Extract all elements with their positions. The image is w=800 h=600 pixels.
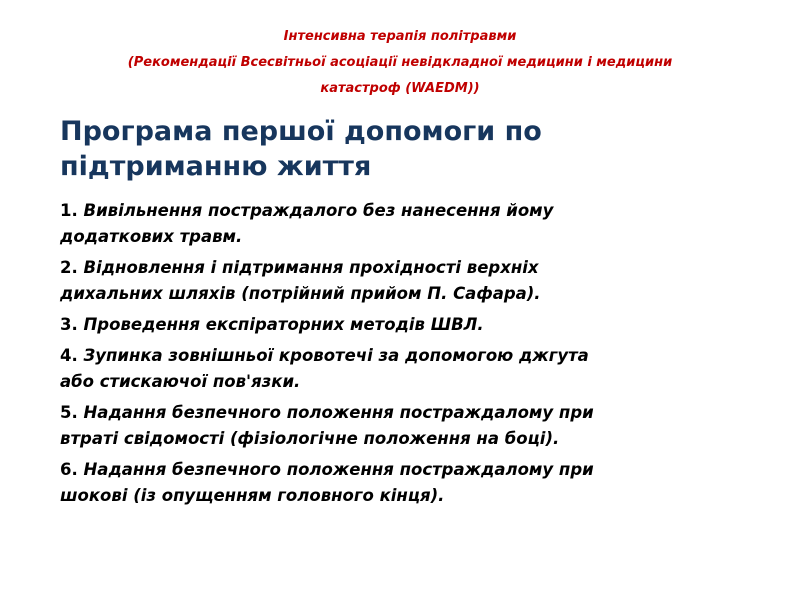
list-item-continuation: шокові (із опущенням головного кінця). xyxy=(60,486,445,505)
list-item-text: Надання безпечного положення постраждалому при xyxy=(83,460,594,479)
list-item-continuation: або стискаючої пов'язки. xyxy=(60,372,301,391)
list-item xyxy=(60,255,760,307)
list-item-first-line xyxy=(60,343,760,369)
title-line-1: Програма першої допомоги по xyxy=(60,116,542,147)
list-item-text: Зупинка зовнішньої кровотечі за допомогою джгута xyxy=(83,346,589,365)
list-item xyxy=(60,400,760,452)
list-item-text: Вивільнення постраждалого без нанесення йому xyxy=(83,201,554,220)
header-line-2: (Рекомендації Всесвітньої асоціації невідкладної медицини і медицини xyxy=(127,55,673,70)
list-item-text: Надання безпечного положення постраждалому при xyxy=(83,403,594,422)
list-item-first-line xyxy=(60,255,760,281)
list-item-continuation: дихальних шляхів (потрійний прийом П. Сафара). xyxy=(60,284,541,303)
list-item xyxy=(60,343,760,395)
list-item-first-line xyxy=(60,312,760,338)
list-item-first-line xyxy=(60,457,760,483)
list-item-number: 6. xyxy=(60,460,78,479)
slide-header xyxy=(0,24,800,102)
list-item-number: 1. xyxy=(60,201,78,220)
list-item-continuation: додаткових травм. xyxy=(60,227,243,246)
list-item-first-line xyxy=(60,400,760,426)
list-item-continuation: втраті свідомості (фізіологічне положення на боці). xyxy=(60,429,560,448)
list-item-number: 4. xyxy=(60,346,78,365)
list-item-number: 2. xyxy=(60,258,78,277)
header-line-1: Інтенсивна терапія політравми xyxy=(283,29,517,44)
steps-list xyxy=(60,198,760,514)
list-item xyxy=(60,312,760,338)
list-item-number: 3. xyxy=(60,315,78,334)
list-item xyxy=(60,198,760,250)
list-item-text: Проведення експіраторних методів ШВЛ. xyxy=(83,315,484,334)
list-item-first-line xyxy=(60,198,760,224)
title-line-2: підтриманню життя xyxy=(60,151,372,182)
list-item-number: 5. xyxy=(60,403,78,422)
list-item xyxy=(60,457,760,509)
slide-title xyxy=(60,114,760,184)
header-line-3: катастроф (WAEDM)) xyxy=(320,81,480,96)
list-item-text: Відновлення і підтримання прохідності верхніх xyxy=(83,258,539,277)
